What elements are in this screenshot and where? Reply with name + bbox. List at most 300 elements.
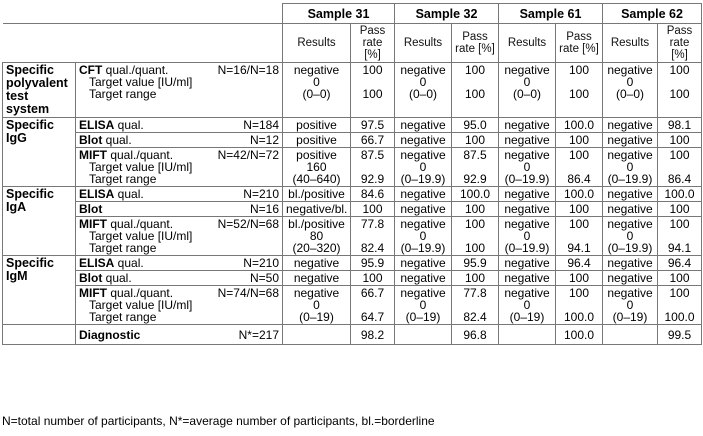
parameter-cell — [76, 118, 283, 133]
result-cell — [395, 202, 452, 217]
diagnostic-blank — [3, 325, 76, 345]
group-label — [3, 118, 76, 187]
participant-count: N=16 — [249, 202, 279, 216]
pass-rate-cell — [658, 187, 702, 202]
result-value: negative — [400, 286, 446, 300]
result-value: negative — [400, 202, 446, 216]
parameter-cell — [76, 202, 283, 217]
pass-rate-header: Pass rate [%] — [556, 24, 603, 63]
pass-rate-value: 64.7 — [360, 310, 385, 324]
participant-count: N=210 — [243, 187, 279, 201]
test-type: qual./quant. — [107, 217, 174, 231]
result-value: negative — [607, 187, 653, 201]
pass-rate-value: 86.4 — [567, 172, 591, 186]
result-value: 0 — [523, 75, 531, 89]
pass-rate-cell — [556, 118, 603, 133]
result-cell — [395, 118, 452, 133]
result-value: 80 — [309, 229, 324, 243]
result-value: positive — [296, 118, 337, 132]
result-cell — [395, 63, 452, 118]
pass-rate-value: 94.1 — [567, 241, 591, 255]
result-cell — [283, 187, 351, 202]
group-label-line: IgG — [6, 131, 27, 145]
group-label-line: Specific — [6, 118, 54, 132]
pass-rate-value: 100 — [669, 87, 690, 101]
pass-rate-cell — [351, 286, 395, 325]
result-cell — [395, 133, 452, 148]
pass-rate-value: 94.1 — [667, 241, 692, 255]
sample-header: Sample 62 — [603, 4, 702, 24]
participant-count: N=184 — [243, 118, 279, 132]
result-cell — [395, 271, 452, 286]
result-cell — [499, 148, 556, 187]
pass-rate-cell — [658, 133, 702, 148]
pass-rate-value: 100 — [362, 63, 383, 77]
pass-rate-value: 100 — [669, 217, 690, 231]
result-value: negative — [504, 202, 550, 216]
table-row — [3, 118, 702, 133]
pass-rate-value: 97.5 — [360, 118, 385, 132]
result-cell — [283, 271, 351, 286]
test-type: qual. — [114, 187, 144, 201]
result-value: positive — [296, 148, 337, 162]
result-cell — [603, 286, 658, 325]
test-type: qual./quant. — [107, 148, 174, 162]
result-value: negative — [607, 118, 653, 132]
parameter-cell — [76, 148, 283, 187]
result-value: 0 — [523, 160, 531, 174]
test-type: qual. — [114, 118, 144, 132]
result-value: (0–19) — [509, 310, 545, 324]
pass-rate-value: 77.8 — [360, 217, 385, 231]
parameter-name — [79, 119, 144, 131]
result-cell — [499, 63, 556, 118]
result-value: negative — [400, 118, 446, 132]
column-header-row — [3, 24, 702, 63]
pass-rate-cell — [351, 148, 395, 187]
result-value: 0 — [313, 298, 320, 312]
result-cell — [395, 325, 452, 345]
pass-rate-cell — [452, 63, 499, 118]
parameter-line — [79, 188, 279, 200]
table-row — [3, 148, 702, 187]
result-value: (0–0) — [408, 87, 437, 101]
result-value: 0 — [419, 75, 427, 89]
result-cell — [395, 256, 452, 271]
result-value: negative — [504, 133, 550, 147]
pass-rate-value: 66.7 — [360, 133, 385, 147]
result-value: negative — [293, 256, 340, 270]
parameter-subline: Target range — [89, 241, 157, 255]
pass-rate-value: 100 — [464, 202, 486, 216]
result-value: negative — [504, 118, 550, 132]
pass-rate-value: 100 — [464, 241, 486, 255]
pass-rate-header: Pass rate [%] — [452, 24, 499, 63]
result-value: negative — [607, 217, 653, 231]
result-cell — [603, 256, 658, 271]
group-label-line: Specific — [6, 256, 54, 270]
pass-rate-value: 100 — [669, 63, 690, 77]
test-type: qual./quant. — [107, 286, 174, 300]
result-cell — [603, 202, 658, 217]
pass-rate-value: 100 — [669, 202, 690, 216]
result-value: negative — [504, 63, 550, 77]
result-cell — [283, 202, 351, 217]
result-cell — [283, 133, 351, 148]
result-cell — [283, 63, 351, 118]
result-value: (0–19.9) — [607, 241, 653, 255]
pass-rate-value: 95.0 — [463, 118, 487, 132]
group-label — [3, 256, 76, 325]
parameter-line — [79, 203, 279, 215]
parameter-subline: Target range — [89, 87, 157, 101]
pass-rate-value: 100.0 — [664, 310, 695, 324]
table-row — [3, 271, 702, 286]
pass-rate-value: 95.9 — [463, 256, 487, 270]
result-value: bl./positive — [288, 187, 345, 201]
result-cell — [499, 202, 556, 217]
sample-header: Sample 32 — [395, 4, 499, 24]
result-value: (0–19.9) — [504, 241, 550, 255]
pass-rate-value: 100 — [362, 202, 383, 216]
result-cell — [603, 325, 658, 345]
result-cell — [395, 217, 452, 256]
result-cell — [499, 187, 556, 202]
result-value: positive — [296, 133, 337, 147]
result-value: negative — [504, 286, 550, 300]
pass-rate-cell — [452, 202, 499, 217]
pass-rate-value: 100.0 — [563, 310, 595, 324]
pass-rate-value: 82.4 — [463, 310, 487, 324]
result-cell — [603, 217, 658, 256]
diagnostic-pass-rate: 100.0 — [556, 325, 603, 345]
result-cell — [603, 118, 658, 133]
result-value: 160 — [306, 160, 327, 174]
result-value: 0 — [419, 229, 427, 243]
sample-header: Sample 61 — [499, 4, 603, 24]
result-value: 0 — [626, 229, 634, 243]
parameter-subline: Target value [IU/ml] — [89, 160, 193, 174]
sample-header-row — [3, 4, 702, 24]
pass-rate-cell — [658, 148, 702, 187]
test-name: Blot — [79, 271, 103, 285]
result-cell — [283, 217, 351, 256]
result-value: (0–0) — [615, 87, 644, 101]
pass-rate-cell — [351, 202, 395, 217]
result-value: bl./positive — [288, 217, 345, 231]
table-row — [3, 202, 702, 217]
diagnostic-label: Diagnostic — [79, 327, 141, 342]
test-type: qual./quant. — [102, 63, 169, 77]
result-value: (20–320) — [292, 241, 341, 255]
result-cell — [499, 286, 556, 325]
result-value: negative — [400, 133, 446, 147]
test-name: CFT — [79, 63, 103, 77]
pass-rate-value: 92.9 — [360, 172, 385, 186]
pass-rate-value: 87.5 — [463, 148, 487, 162]
result-cell — [395, 148, 452, 187]
result-cell — [603, 148, 658, 187]
result-value: (0–19) — [612, 310, 648, 324]
pass-rate-cell — [556, 256, 603, 271]
test-name: MIFT — [79, 286, 107, 300]
result-value: negative — [400, 217, 446, 231]
pass-rate-cell — [556, 63, 603, 118]
diagnostic-pass-rate: 96.8 — [452, 325, 499, 345]
result-value: 0 — [626, 75, 634, 89]
table-row — [3, 187, 702, 202]
parameter-name — [79, 257, 144, 269]
pass-rate-cell — [658, 202, 702, 217]
results-table — [2, 3, 702, 345]
pass-rate-value: 98.1 — [667, 118, 692, 132]
result-cell — [603, 187, 658, 202]
parameter-name — [79, 134, 132, 146]
pass-rate-cell — [351, 217, 395, 256]
results-header: Results — [499, 24, 556, 63]
pass-rate-cell — [556, 187, 603, 202]
result-cell — [499, 217, 556, 256]
participant-count: N=52/N=68 — [217, 217, 279, 231]
result-cell — [499, 133, 556, 148]
pass-rate-cell — [351, 187, 395, 202]
result-value: (0–19) — [405, 310, 441, 324]
parameter-line — [79, 134, 279, 146]
parameter-cell — [76, 256, 283, 271]
parameter-subline: Target value [IU/ml] — [89, 75, 193, 89]
parameter-cell — [76, 63, 283, 118]
parameter-line — [79, 119, 279, 131]
pass-rate-value: 86.4 — [667, 172, 692, 186]
pass-rate-value: 100 — [568, 63, 590, 77]
result-value: negative — [400, 148, 446, 162]
participant-count: N*=217 — [238, 327, 279, 342]
result-value: negative — [607, 202, 653, 216]
pass-rate-cell — [658, 63, 702, 118]
parameter-subline: Target range — [89, 310, 157, 324]
parameter-name — [79, 203, 102, 215]
parameter-name — [79, 188, 144, 200]
result-cell — [499, 256, 556, 271]
result-value: negative/bl. — [286, 202, 348, 216]
group-label — [3, 63, 76, 118]
participant-count: N=210 — [243, 256, 279, 270]
parameter-subline: Target range — [89, 172, 157, 186]
result-value: negative — [607, 256, 653, 270]
result-value: 0 — [419, 160, 427, 174]
pass-rate-value: 100 — [669, 271, 690, 285]
results-header: Results — [283, 24, 351, 63]
result-cell — [499, 271, 556, 286]
pass-rate-value: 87.5 — [360, 148, 385, 162]
pass-rate-cell — [556, 202, 603, 217]
participant-count: N=74/N=68 — [217, 286, 279, 300]
pass-rate-value: 100 — [669, 148, 690, 162]
pass-rate-cell — [556, 271, 603, 286]
result-cell — [283, 148, 351, 187]
pass-rate-value: 100 — [568, 217, 590, 231]
group-label-line: Specific — [6, 187, 54, 201]
result-value: negative — [504, 148, 550, 162]
test-name: Blot — [79, 133, 103, 147]
pass-rate-cell — [658, 286, 702, 325]
diagnostic-pass-rate: 98.2 — [351, 325, 395, 345]
result-value: negative — [400, 271, 446, 285]
pass-rate-cell — [351, 256, 395, 271]
result-cell — [603, 133, 658, 148]
group-label-line: IgA — [6, 200, 27, 214]
pass-rate-value: 100.0 — [563, 118, 595, 132]
pass-rate-value: 66.7 — [360, 286, 385, 300]
result-value: 0 — [626, 298, 634, 312]
parameter-name — [79, 272, 132, 284]
result-cell — [395, 187, 452, 202]
participant-count: N=16/N=18 — [217, 63, 279, 77]
pass-rate-value: 100 — [568, 87, 590, 101]
pass-rate-value: 100.0 — [664, 187, 695, 201]
pass-rate-value: 100 — [362, 271, 383, 285]
participant-count: N=50 — [249, 271, 279, 285]
pass-rate-value: 100 — [464, 217, 486, 231]
result-value: negative — [400, 63, 446, 77]
pass-rate-cell — [452, 217, 499, 256]
parameter-line — [79, 329, 279, 341]
pass-rate-value: 100 — [568, 148, 590, 162]
pass-rate-header: Pass rate [%] — [351, 24, 395, 63]
pass-rate-cell — [351, 271, 395, 286]
pass-rate-cell — [556, 133, 603, 148]
test-name: MIFT — [79, 148, 107, 162]
participant-count: N=12 — [249, 133, 279, 147]
pass-rate-cell — [452, 286, 499, 325]
result-value: negative — [607, 286, 653, 300]
table-row — [3, 256, 702, 271]
result-value: negative — [504, 256, 550, 270]
table-row — [3, 286, 702, 325]
result-cell — [283, 325, 351, 345]
pass-rate-value: 100.0 — [459, 187, 491, 201]
test-name: ELISA — [79, 256, 115, 270]
result-cell — [499, 325, 556, 345]
table-row — [3, 63, 702, 118]
result-value: negative — [607, 63, 653, 77]
result-cell — [395, 286, 452, 325]
pass-rate-cell — [556, 217, 603, 256]
pass-rate-cell — [452, 118, 499, 133]
pass-rate-cell — [556, 286, 603, 325]
result-value: 0 — [626, 160, 634, 174]
participant-count: N=42/N=72 — [217, 148, 279, 162]
result-cell — [603, 271, 658, 286]
results-header: Results — [395, 24, 452, 63]
result-value: 0 — [419, 298, 427, 312]
result-value: (0–19.9) — [400, 241, 446, 255]
pass-rate-cell — [658, 271, 702, 286]
pass-rate-value: 100 — [464, 133, 486, 147]
footnote: N=total number of participants, N*=average number of participants, bl.=borderline — [2, 414, 435, 428]
pass-rate-value: 92.9 — [463, 172, 487, 186]
pass-rate-value: 100 — [669, 286, 690, 300]
group-label — [3, 187, 76, 256]
pass-rate-value: 100 — [568, 286, 590, 300]
result-value: (40–640) — [292, 172, 341, 186]
blank-header-cell — [3, 4, 283, 24]
result-value: (0–0) — [302, 87, 331, 101]
test-type: qual. — [102, 271, 132, 285]
result-value: negative — [504, 271, 550, 285]
test-name: ELISA — [79, 187, 115, 201]
result-value: negative — [607, 148, 653, 162]
test-name: ELISA — [79, 118, 115, 132]
test-type: qual. — [114, 256, 144, 270]
results-table-body — [3, 4, 702, 345]
result-value: (0–19) — [299, 310, 334, 324]
diagnostic-pass-rate: 99.5 — [658, 325, 702, 345]
pass-rate-cell — [658, 118, 702, 133]
result-value: 0 — [313, 75, 320, 89]
table-row — [3, 133, 702, 148]
result-value: 0 — [523, 298, 531, 312]
result-value: 0 — [523, 229, 531, 243]
parameter-cell — [76, 133, 283, 148]
table-row — [3, 217, 702, 256]
group-label-line: test system — [6, 89, 50, 116]
result-cell — [283, 256, 351, 271]
result-cell — [499, 118, 556, 133]
pass-rate-cell — [452, 187, 499, 202]
result-value: negative — [607, 133, 653, 147]
result-value: (0–0) — [512, 87, 541, 101]
group-label-line: polyvalent — [6, 76, 68, 90]
result-cell — [283, 286, 351, 325]
result-value: negative — [504, 217, 550, 231]
pass-rate-value: 95.9 — [360, 256, 385, 270]
pass-rate-cell — [452, 148, 499, 187]
result-value: negative — [293, 286, 340, 300]
result-value: (0–19.9) — [607, 172, 653, 186]
pass-rate-value: 82.4 — [360, 241, 385, 255]
pass-rate-value: 100 — [464, 271, 486, 285]
pass-rate-value: 100 — [568, 202, 590, 216]
result-value: (0–19.9) — [504, 172, 550, 186]
pass-rate-value: 100 — [669, 133, 690, 147]
result-value: (0–19.9) — [400, 172, 446, 186]
group-label-line: Specific — [6, 63, 54, 77]
pass-rate-cell — [452, 133, 499, 148]
pass-rate-value: 100.0 — [563, 187, 595, 201]
pass-rate-value: 100 — [464, 87, 486, 101]
diagnostic-parameter — [76, 325, 283, 345]
pass-rate-value: 96.4 — [667, 256, 692, 270]
result-value: negative — [400, 256, 446, 270]
parameter-line — [79, 257, 279, 269]
pass-rate-cell — [658, 217, 702, 256]
result-cell — [603, 63, 658, 118]
pass-rate-value: 100 — [464, 63, 486, 77]
pass-rate-value: 100 — [568, 133, 590, 147]
pass-rate-value: 77.8 — [463, 286, 487, 300]
parameter-subline: Target value [IU/ml] — [89, 229, 193, 243]
blank-header-cell — [3, 24, 283, 63]
group-label-line: IgM — [6, 269, 28, 283]
result-value: negative — [293, 271, 340, 285]
parameter-line — [79, 272, 279, 284]
parameter-cell — [76, 217, 283, 256]
test-type: qual. — [102, 133, 132, 147]
test-name: MIFT — [79, 217, 107, 231]
pass-rate-cell — [452, 271, 499, 286]
diagnostic-row — [3, 325, 702, 345]
